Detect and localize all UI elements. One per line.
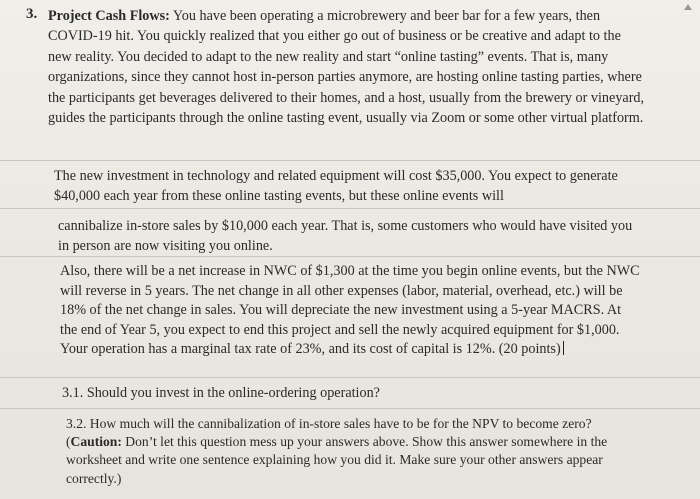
- divider: [0, 377, 700, 378]
- divider: [0, 408, 700, 409]
- details-text: Also, there will be a net increase in NWC of $1,300 at the time you begin online events, but the NWC will reverse in 5 years. The net change in all other expenses (labor, material, overhead, etc.) will be 18% of the net change in sales. You will depreciate the new investment using a 5-year MACRS. At the end of Year 5, you expect to end this project and sell the newly acquired equipment for $1,000. Your operation has a marginal tax rate of 23%, and its cost of capital is 12%. (20 points): [60, 263, 640, 358]
- details-paragraph[interactable]: [60, 262, 640, 360]
- divider: [0, 208, 700, 209]
- subquestion-3-2: [66, 415, 626, 488]
- intro-text: You have been operating a microbrewery and beer bar for a few years, then COVID-19 hit. You quickly realized that you either go out of business or be creative and adapt to the new reality. You decided to adapt to the new reality and start “online tasting” events. That is, many organizations, since they cannot host in-person parties anymore, are hosting online tasting parties, where the participants get beverages delivered to their homes, and a host, usually from the brewery or vineyard, guides the participants through the online tasting event, usually via Zoom or some other virtual platform.: [48, 8, 645, 127]
- sub-3-2-end: Don’t let this question mess up your answers above. Show this answer somewhere in the worksheet and write one sentence explaining how you did it. Make sure your other answers appear correctly.): [66, 434, 608, 486]
- question-intro: [48, 6, 648, 128]
- question-title: Project Cash Flows:: [48, 8, 170, 24]
- investment-paragraph: The new investment in technology and related equipment will cost $35,000. You expect to generate $40,000 each year from these online tasting events, but these online events will: [54, 168, 618, 205]
- question-number: 3.: [26, 6, 38, 22]
- sub-3-2-start: 3.2. How much will the cannibalization of in-store sales have to be for the NPV to become zero? (: [66, 416, 592, 450]
- text-cursor: [563, 341, 564, 355]
- divider: [0, 160, 700, 161]
- scroll-up-icon[interactable]: [684, 4, 692, 10]
- caution-label: Caution:: [70, 434, 122, 450]
- cannibalize-paragraph: cannibalize in-store sales by $10,000 each year. That is, some customers who would have visited you in person are now visiting you online.: [58, 218, 633, 255]
- subquestion-3-1: 3.1. Should you invest in the online-ordering operation?: [62, 385, 380, 401]
- divider: [0, 256, 700, 257]
